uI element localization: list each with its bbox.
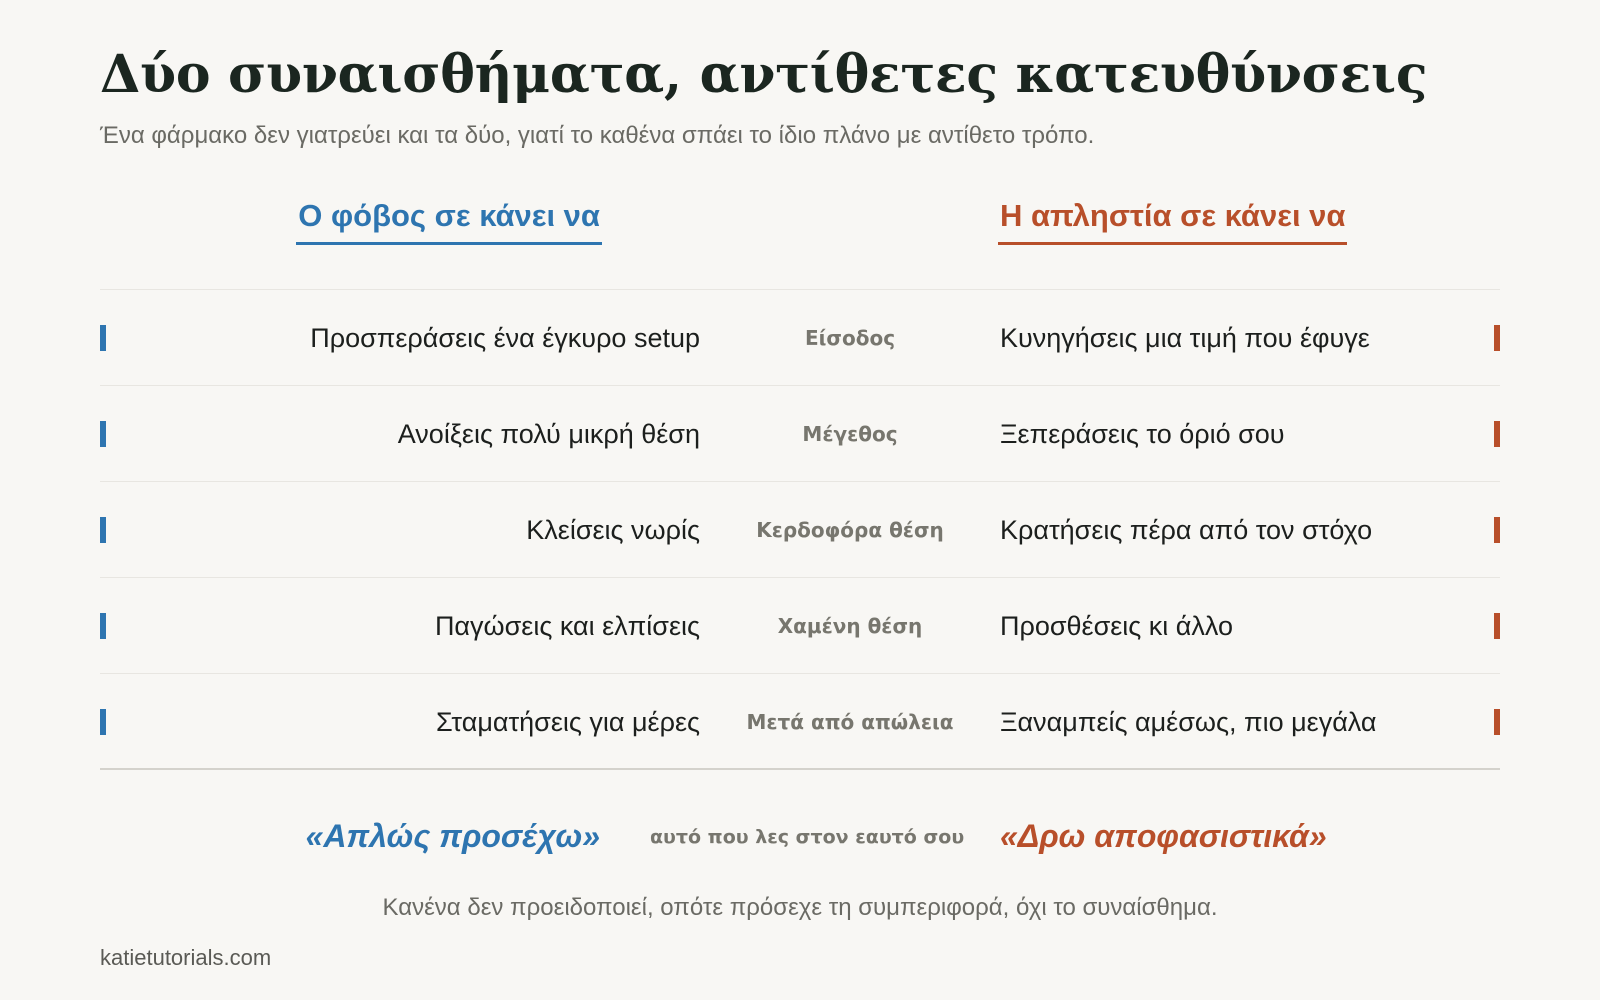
fear-column-heading: Ο φόβος σε κάνει να — [296, 196, 602, 245]
fear-behavior: Προσπεράσεις ένα έγκυρο setup — [310, 323, 700, 353]
situation-label: Χαμένη θέση — [777, 614, 923, 638]
comparison-row-entry — [100, 290, 1500, 386]
fear-behavior: Παγώσεις και ελπίσεις — [434, 611, 700, 641]
greed-behavior: Προσθέσεις κι άλλο — [1000, 611, 1234, 641]
greed-marker — [1494, 325, 1500, 351]
self-talk-label: αυτό που λες στον εαυτό σου — [650, 826, 965, 848]
fear-behavior: Κλείσεις νωρίς — [526, 515, 700, 545]
page-title: Δύο συναισθήματα, αντίθετες κατευθύνσεις — [100, 44, 1428, 105]
greed-marker — [1494, 709, 1500, 735]
footnote: Κανένα δεν προειδοποιεί, οπότε πρόσεχε τη συμπεριφορά, όχι το συναίσθημα. — [382, 894, 1218, 921]
greed-marker — [1494, 613, 1500, 639]
page-subtitle: Ένα φάρμακο δεν γιατρεύει και τα δύο, γιατί το καθένα σπάει το ίδιο πλάνο με αντίθετο τρόπο. — [100, 122, 1095, 149]
greed-marker — [1494, 421, 1500, 447]
fear-marker — [100, 613, 106, 639]
greed-behavior: Κυνηγήσεις μια τιμή που έφυγε — [1000, 323, 1370, 353]
site-credit: katietutorials.com — [100, 945, 272, 970]
comparison-row-winning-position — [100, 482, 1500, 578]
comparison-row-size — [100, 386, 1500, 482]
situation-label: Μετά από απώλεια — [746, 710, 954, 734]
fear-marker — [100, 325, 106, 351]
situation-label: Μέγεθος — [802, 422, 898, 446]
comparison-table — [100, 289, 1500, 770]
fear-marker — [100, 709, 106, 735]
fear-marker — [100, 421, 106, 447]
comparison-row-losing-position — [100, 578, 1500, 674]
situation-label: Είσοδος — [804, 326, 896, 350]
fear-behavior: Ανοίξεις πολύ μικρή θέση — [397, 419, 700, 449]
greed-marker — [1494, 517, 1500, 543]
greed-column-heading: Η απληστία σε κάνει να — [998, 196, 1347, 245]
situation-label: Κερδοφόρα θέση — [756, 518, 944, 542]
greed-behavior: Ξαναμπείς αμέσως, πιο μεγάλα — [1000, 707, 1377, 737]
comparison-row-after-loss — [100, 674, 1500, 770]
fear-self-talk-quote: «Απλώς προσέχω» — [305, 818, 600, 854]
fear-behavior: Σταματήσεις για μέρες — [436, 707, 700, 737]
greed-behavior: Κρατήσεις πέρα από τον στόχο — [1000, 515, 1373, 545]
greed-self-talk-quote: «Δρω αποφασιστικά» — [1000, 818, 1327, 854]
greed-behavior: Ξεπεράσεις το όριό σου — [1000, 419, 1285, 449]
fear-marker — [100, 517, 106, 543]
